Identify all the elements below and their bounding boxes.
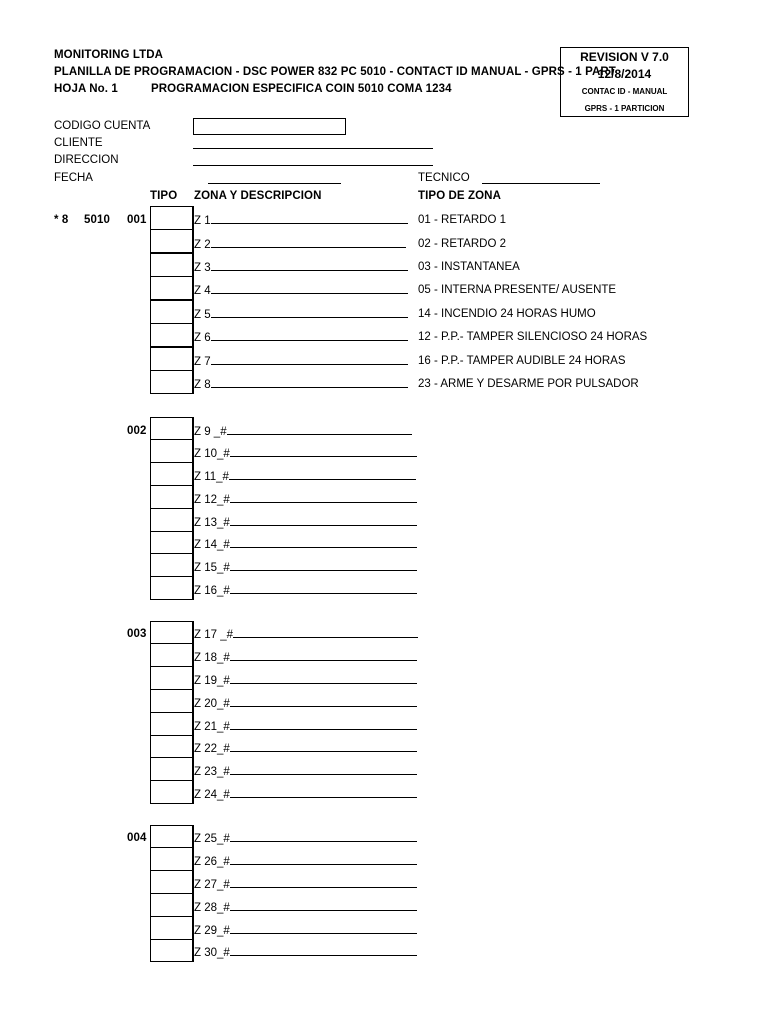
zone-row[interactable] <box>194 493 417 506</box>
zone-description-line[interactable] <box>211 331 408 341</box>
tipo-input[interactable] <box>150 735 193 758</box>
account-label: CODIGO CUENTA <box>54 120 151 132</box>
zone-description-line[interactable] <box>230 674 417 684</box>
zone-row[interactable] <box>194 946 417 959</box>
tipo-input[interactable] <box>150 439 193 463</box>
tipo-input[interactable] <box>150 531 193 554</box>
section-code: 002 <box>127 425 147 437</box>
zone-label: Z 29_# <box>194 925 230 937</box>
section1-code: 5010 <box>84 214 110 226</box>
revision-box <box>560 47 689 117</box>
tipo-input[interactable] <box>150 847 193 871</box>
tipo-input[interactable] <box>150 485 193 509</box>
date-line[interactable] <box>208 183 341 184</box>
zone-label: Z 19_# <box>194 675 230 687</box>
tipo-input[interactable] <box>150 870 193 894</box>
zone-description-line[interactable] <box>230 878 417 888</box>
zone-label: Z 3 <box>194 262 211 274</box>
zone-description-line[interactable] <box>211 261 408 271</box>
zone-type-12: 12 - P.P.- TAMPER SILENCIOSO 24 HORAS <box>418 331 648 343</box>
tipo-input[interactable] <box>150 780 193 804</box>
zone-description-line[interactable] <box>211 284 408 294</box>
tipo-input[interactable] <box>150 939 193 962</box>
zone-label: Z 20_# <box>194 698 230 710</box>
zone-label: Z 9 _# <box>194 426 227 438</box>
tipo-input[interactable] <box>150 553 193 577</box>
revision-date: 12/8/2014 <box>597 67 652 81</box>
zone-label: Z 14_# <box>194 539 230 551</box>
tipo-input[interactable] <box>150 462 193 486</box>
zone-description-line[interactable] <box>230 697 417 707</box>
zone-label: Z 17 _# <box>194 629 233 641</box>
tipo-input[interactable] <box>150 916 193 940</box>
zone-description-line[interactable] <box>230 788 417 798</box>
zone-label: Z 18_# <box>194 652 230 664</box>
zone-description-line[interactable] <box>233 628 418 638</box>
tipo-input[interactable] <box>150 621 193 644</box>
account-input[interactable] <box>193 118 346 135</box>
zone-description-line[interactable] <box>230 584 417 594</box>
zone-label: Z 4 <box>194 285 211 297</box>
form-title: PLANILLA DE PROGRAMACION - DSC POWER 832 PC 5010 - CONTACT ID MANUAL - GPRS - 1 PART <box>54 66 616 78</box>
section1-star: * 8 <box>54 214 69 226</box>
zone-description-line[interactable] <box>230 720 417 730</box>
zone-type-05: 05 - INTERNA PRESENTE/ AUSENTE <box>418 284 617 296</box>
zone-row[interactable] <box>194 355 408 368</box>
zone-description-line[interactable] <box>230 924 417 934</box>
zone-description-line[interactable] <box>211 214 408 224</box>
zone-row[interactable] <box>194 308 408 321</box>
technician-label: TECNICO <box>418 172 470 184</box>
zone-row[interactable] <box>194 214 408 227</box>
zone-description-line[interactable] <box>230 561 417 571</box>
form-subtitle: PROGRAMACION ESPECIFICA COIN 5010 COMA 1234 <box>151 83 452 95</box>
zone-type-16: 16 - P.P.- TAMPER AUDIBLE 24 HORAS <box>418 355 626 367</box>
zone-label: Z 24_# <box>194 789 230 801</box>
zone-row[interactable] <box>194 651 417 664</box>
zone-row[interactable] <box>194 538 417 551</box>
zone-row[interactable] <box>194 788 417 801</box>
tipo-input[interactable] <box>150 643 193 667</box>
zone-description-line[interactable] <box>230 538 417 548</box>
zone-description-line[interactable] <box>230 516 417 526</box>
section-code: 003 <box>127 628 147 640</box>
revision-line2: GPRS - 1 PARTICION <box>584 104 665 113</box>
technician-line[interactable] <box>482 183 600 184</box>
zone-description-line[interactable] <box>230 946 417 956</box>
zone-row[interactable] <box>194 832 417 845</box>
zone-description-line[interactable] <box>227 425 412 435</box>
zone-row[interactable] <box>194 924 417 937</box>
zone-description-line[interactable] <box>230 651 417 661</box>
tipo-input[interactable] <box>150 206 193 230</box>
zone-row[interactable] <box>194 765 417 778</box>
column-divider <box>193 825 194 962</box>
section-code: 004 <box>127 832 147 844</box>
zone-description-line[interactable] <box>229 470 416 480</box>
zone-description-line[interactable] <box>230 493 417 503</box>
zone-label: Z 27_# <box>194 879 230 891</box>
sheet-number: HOJA No. 1 <box>54 83 118 95</box>
tipo-input[interactable] <box>150 253 193 277</box>
zone-row[interactable] <box>194 628 418 641</box>
zone-type-23: 23 - ARME Y DESARME POR PULSADOR <box>418 378 639 390</box>
zone-row[interactable] <box>194 584 417 597</box>
tipo-input[interactable] <box>150 825 193 848</box>
zone-row[interactable] <box>194 516 417 529</box>
col-tipo: TIPO <box>150 190 178 202</box>
client-line[interactable] <box>193 148 433 149</box>
col-tipo-zona: TIPO DE ZONA <box>418 190 501 202</box>
zone-label: Z 30_# <box>194 947 230 959</box>
zone-row[interactable] <box>194 742 417 755</box>
address-line[interactable] <box>193 165 433 166</box>
tipo-input[interactable] <box>150 347 193 371</box>
tipo-input[interactable] <box>150 300 193 324</box>
zone-label: Z 22_# <box>194 743 230 755</box>
zone-row[interactable] <box>194 447 417 460</box>
zone-type-01: 01 - RETARDO 1 <box>418 214 506 226</box>
zone-type-03: 03 - INSTANTANEA <box>418 261 520 273</box>
zone-row[interactable] <box>194 470 416 483</box>
section-code: 001 <box>127 214 147 226</box>
client-label: CLIENTE <box>54 137 103 149</box>
address-label: DIRECCION <box>54 154 119 166</box>
tipo-input[interactable] <box>150 323 193 347</box>
tipo-input[interactable] <box>150 370 193 394</box>
zone-description-line[interactable] <box>230 855 417 865</box>
zone-row[interactable] <box>194 901 417 914</box>
tipo-input[interactable] <box>150 757 193 781</box>
zone-row[interactable] <box>194 284 408 297</box>
tipo-input[interactable] <box>150 893 193 917</box>
tipo-input[interactable] <box>150 576 193 600</box>
zone-label: Z 6 <box>194 332 211 344</box>
zone-row[interactable] <box>194 561 417 574</box>
tipo-input[interactable] <box>150 276 193 300</box>
zone-description-line[interactable] <box>230 901 417 911</box>
zone-row[interactable] <box>194 261 408 274</box>
zone-label: Z 23_# <box>194 766 230 778</box>
zone-row[interactable] <box>194 674 417 687</box>
revision-version: REVISION V 7.0 <box>580 50 669 64</box>
zone-label: Z 12_# <box>194 494 230 506</box>
zone-row[interactable] <box>194 238 406 251</box>
zone-row[interactable] <box>194 378 408 391</box>
zone-row[interactable] <box>194 720 417 733</box>
zone-label: Z 28_# <box>194 902 230 914</box>
zone-label: Z 1 <box>194 215 211 227</box>
zone-type-02: 02 - RETARDO 2 <box>418 238 506 250</box>
zone-label: Z 8 <box>194 379 211 391</box>
zone-label: Z 7 <box>194 356 211 368</box>
zone-label: Z 2 <box>194 239 211 251</box>
zone-description-line[interactable] <box>211 308 408 318</box>
zone-row[interactable] <box>194 425 412 438</box>
zone-type-14: 14 - INCENDIO 24 HORAS HUMO <box>418 308 596 320</box>
zone-label: Z 25_# <box>194 833 230 845</box>
zone-row[interactable] <box>194 855 417 868</box>
tipo-input[interactable] <box>150 508 193 532</box>
zone-description-line[interactable] <box>211 238 406 248</box>
zone-label: Z 11_# <box>194 471 229 483</box>
zone-label: Z 16_# <box>194 585 230 597</box>
tipo-input[interactable] <box>150 712 193 736</box>
zone-description-line[interactable] <box>230 832 417 842</box>
revision-line1: CONTAC ID - MANUAL <box>581 87 668 96</box>
zone-label: Z 13_# <box>194 517 230 529</box>
zone-description-line[interactable] <box>230 447 417 457</box>
date-label: FECHA <box>54 172 93 184</box>
zone-description-line[interactable] <box>211 378 408 388</box>
col-zona: ZONA Y DESCRIPCION <box>194 190 322 202</box>
zone-row[interactable] <box>194 878 417 891</box>
tipo-input[interactable] <box>150 229 193 253</box>
zone-label: Z 10_# <box>194 448 230 460</box>
tipo-input[interactable] <box>150 417 193 440</box>
tipo-input[interactable] <box>150 689 193 713</box>
zone-description-line[interactable] <box>230 765 417 775</box>
zone-row[interactable] <box>194 697 417 710</box>
tipo-input[interactable] <box>150 666 193 690</box>
zone-description-line[interactable] <box>230 742 417 752</box>
zone-label: Z 21_# <box>194 721 230 733</box>
zone-label: Z 5 <box>194 309 211 321</box>
zone-description-line[interactable] <box>211 355 408 365</box>
company-name: MONITORING LTDA <box>54 49 164 61</box>
zone-row[interactable] <box>194 331 408 344</box>
zone-label: Z 26_# <box>194 856 230 868</box>
zone-label: Z 15_# <box>194 562 230 574</box>
